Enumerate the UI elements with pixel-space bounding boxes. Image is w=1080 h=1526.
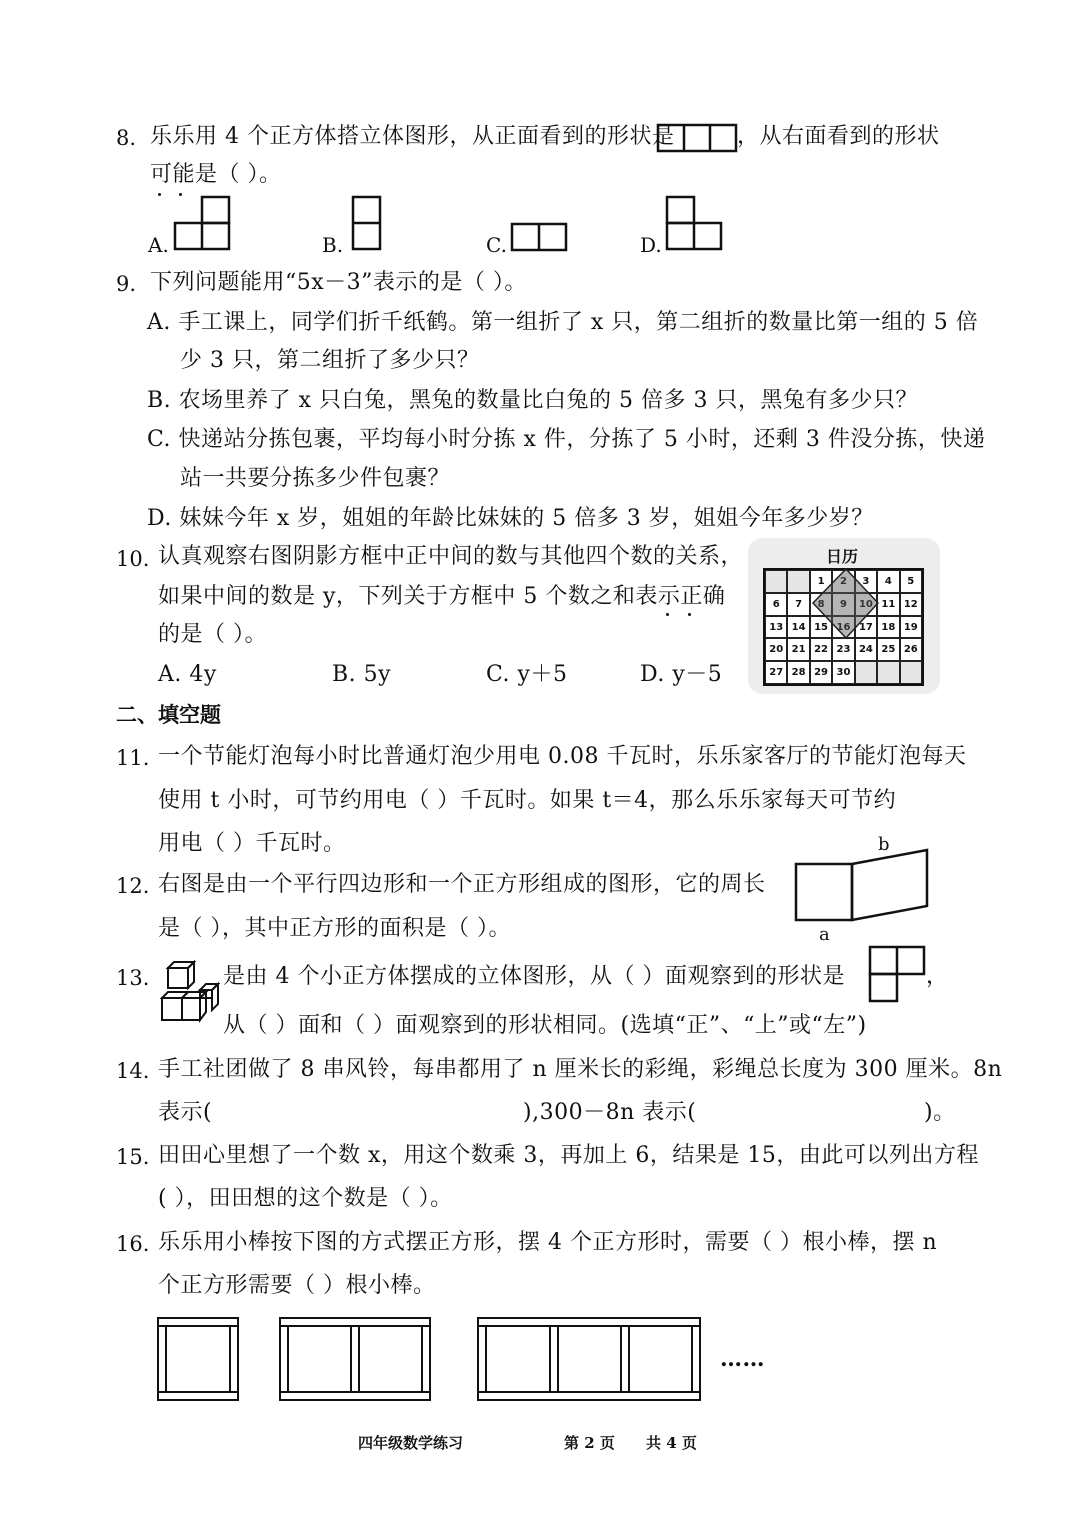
q12-line1: 右图是由一个平行四边形和一个正方形组成的图形，它的周长: [158, 872, 766, 897]
calendar-title: 日历: [826, 547, 859, 566]
q10-option-a: A. 4y: [158, 662, 217, 687]
q11-line2: 使用 t 小时，可节约用电（ ）千瓦时。如果 t＝4，那么乐乐家每天可节约: [158, 788, 897, 813]
calendar-day-cell: 27: [765, 661, 787, 684]
q14-line2b: ),300－8n 表示(: [523, 1100, 697, 1125]
q9-option-d: D. 妹妹今年 x 岁，姐姐的年龄比妹妹的 5 倍多 3 岁，姐姐今年多少岁？: [147, 506, 874, 531]
q11-number: 11.: [116, 746, 150, 770]
calendar-day-cell: 29: [810, 661, 832, 684]
q8-option-d-figure: [666, 196, 722, 252]
q12-line2: 是（ ），其中正方形的面积是（ ）。: [158, 916, 511, 941]
emphasis-dot: [688, 613, 691, 616]
q12-label-a: a: [819, 924, 831, 945]
calendar-day-cell: 26: [900, 638, 922, 661]
calendar-day-cell: 7: [787, 593, 809, 616]
q8-front-view-figure: [657, 124, 737, 152]
q10-line3: 的是（ ）。: [158, 622, 267, 647]
calendar-day-cell: 20: [765, 638, 787, 661]
calendar-day-cell: 3: [855, 570, 877, 593]
emphasis-dot: [666, 613, 669, 616]
q9-option-a-line2: 少 3 只，第二组折了多少只？: [180, 348, 480, 373]
q8-number: 8.: [116, 126, 137, 150]
q9-option-c-line2: 站一共要分拣多少件包裹？: [180, 466, 451, 491]
q10-option-b: B. 5y: [332, 662, 392, 687]
calendar-day-cell: 12: [900, 593, 922, 616]
q12-number: 12.: [116, 874, 150, 898]
section-title-fill-in: 二、填空题: [116, 702, 221, 727]
q13-line1a: 是由 4 个小正方体摆成的立体图形，从（ ）面观察到的形状是: [223, 964, 845, 989]
footer-total: 共 4 页: [646, 1434, 697, 1452]
q9-option-c-line1: C. 快递站分拣包裹，平均每小时分拣 x 件，分拣了 5 小时，还剩 3 件没分拣，快递: [147, 427, 986, 452]
calendar-day-cell: 18: [877, 616, 899, 639]
q14-line2a: 表示(: [158, 1100, 213, 1125]
calendar-day-cell: 30: [832, 661, 854, 684]
q8-line1a: 乐乐用 4 个正方体搭立体图形，从正面看到的形状是: [150, 124, 675, 149]
calendar-day-cell: 19: [900, 616, 922, 639]
q16-line1: 乐乐用小棒按下图的方式摆正方形，摆 4 个正方形时，需要（ ）根小棒，摆 n: [158, 1230, 938, 1255]
q8-option-c-figure: [511, 223, 567, 253]
q8-option-b-figure: [352, 196, 382, 252]
calendar-day-cell: 24: [855, 638, 877, 661]
q13-cube-stack-figure: [160, 960, 220, 1024]
q15-line1: 田田心里想了一个数 x，用这个数乘 3，再加上 6，结果是 15，由此可以列出方程: [158, 1143, 979, 1168]
q9-number: 9.: [116, 272, 137, 296]
emphasis-dot: [158, 193, 161, 196]
calendar-day-cell: 1: [810, 570, 832, 593]
calendar-day-cell: 21: [787, 638, 809, 661]
q9-stem: 下列问题能用“5x－3”表示的是（ ）。: [150, 270, 527, 295]
q10-number: 10.: [116, 547, 150, 571]
calendar-day-cell: 11: [877, 593, 899, 616]
calendar-day-cell: 13: [765, 616, 787, 639]
q8-option-d-label: D.: [640, 233, 662, 257]
footer-title: 四年级数学练习: [358, 1434, 464, 1452]
q8-option-a-label: A.: [148, 233, 169, 257]
calendar-day-cell: 15: [810, 616, 832, 639]
calendar-figure: [748, 538, 940, 694]
q8-option-b-label: B.: [322, 233, 344, 257]
q16-line2: 个正方形需要（ ）根小棒。: [158, 1273, 436, 1298]
q13-line2: 从（ ）面和（ ）面观察到的形状相同。(选填“正”、“上”或“左”): [223, 1013, 867, 1038]
q12-label-b: b: [878, 834, 891, 855]
q15-line2: ( ），田田想的这个数是（ ）。: [158, 1186, 453, 1211]
q11-line3: 用电（ ）千瓦时。: [158, 831, 346, 856]
calendar-day-cell: 23: [832, 638, 854, 661]
q10-option-d: D. y－5: [640, 662, 723, 687]
q8-option-a-figure: [174, 196, 230, 252]
calendar-day-cell: 28: [787, 661, 809, 684]
q12-parallelogram-square-figure: [794, 848, 930, 923]
q8-line2: 可能是（ ）。: [150, 162, 282, 187]
calendar-day-cell: 17: [855, 616, 877, 639]
q8-line1b: ，从右面看到的形状: [737, 124, 940, 149]
calendar-day-cell: 6: [765, 593, 787, 616]
q11-line1: 一个节能灯泡每小时比普通灯泡少用电 0.08 千瓦时，乐乐家客厅的节能灯泡每天: [158, 744, 967, 769]
q16-ellipsis: ……: [720, 1346, 765, 1372]
calendar-day-cell: 25: [877, 638, 899, 661]
q15-number: 15.: [116, 1145, 150, 1169]
calendar-shaded-diamond: [763, 568, 924, 686]
calendar-day-cell: 14: [787, 616, 809, 639]
q13-view-figure: [868, 945, 926, 1003]
q10-option-c: C. y＋5: [486, 662, 568, 687]
q14-number: 14.: [116, 1059, 150, 1083]
footer-page: 第 2 页: [564, 1434, 615, 1452]
q8-option-c-label: C.: [486, 233, 507, 257]
q10-line2: 如果中间的数是 y，下列关于方框中 5 个数之和表示正确: [158, 584, 726, 609]
q14-line2c: )。: [924, 1100, 956, 1125]
q9-option-b: B. 农场里养了 x 只白兔，黑兔的数量比白兔的 5 倍多 3 只，黑兔有多少只？: [147, 388, 919, 413]
q13-number: 13.: [116, 966, 150, 990]
q16-number: 16.: [116, 1232, 150, 1256]
calendar-day-cell: 4: [877, 570, 899, 593]
q10-line1: 认真观察右图阴影方框中正中间的数与其他四个数的关系，: [158, 544, 744, 569]
q14-line1: 手工社团做了 8 串风铃，每串都用了 n 厘米长的彩绳，彩绳总长度为 300 厘米。8n: [158, 1057, 1003, 1082]
q13-line1b: ，: [926, 964, 949, 989]
q9-option-a-line1: A. 手工课上，同学们折千纸鹤。第一组折了 x 只，第二组折的数量比第一组的 5 倍: [147, 310, 979, 335]
calendar-day-cell: 22: [810, 638, 832, 661]
q16-stick-squares-figure: [156, 1316, 716, 1406]
calendar-day-cell: 5: [900, 570, 922, 593]
